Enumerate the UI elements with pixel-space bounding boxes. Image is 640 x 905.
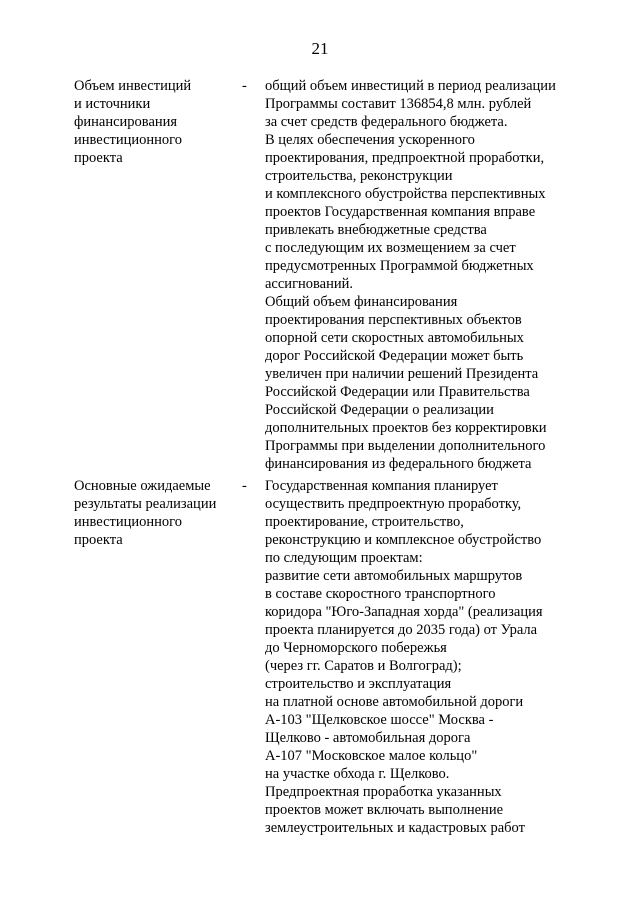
content-line: проекта планируется до 2035 года) от Урала [265,622,538,638]
label-line: проекта [74,532,123,548]
content-line: коридора "Юго-Западная хорда" (реализация [265,604,543,620]
content-line: Общий объем финансирования [265,294,458,310]
content-line: с последующим их возмещением за счет [265,240,516,256]
content-line: Программы при выделении дополнительного [265,438,546,454]
content-line: осуществить предпроектную проработку, [265,496,522,512]
label-line: финансирования [74,114,178,130]
section-label [74,77,234,167]
content-line: Щелково - автомобильная дорога [265,730,471,746]
content-line: на участке обхода г. Щелково. [265,766,450,782]
separator-dash: - [242,78,247,94]
content-line: привлекать внебюджетные средства [265,222,487,238]
content-line: А-103 "Щелковское шоссе" Москва - [265,712,494,728]
content-line: развитие сети автомобильных маршрутов [265,568,523,584]
content-line: Российской Федерации или Правительства [265,384,530,400]
content-line: в составе скоростного транспортного [265,586,496,602]
label-line: Объем инвестиций [74,78,192,94]
section-content [265,477,565,837]
content-line: до Черноморского побережья [265,640,447,656]
content-line: по следующим проектам: [265,550,423,566]
content-line: проектирование, строительство, [265,514,464,530]
content-line: увеличен при наличии решений Президента [265,366,539,382]
content-line: А-107 "Московское малое кольцо" [265,748,478,764]
content-line: Программы составит 136854,8 млн. рублей [265,96,532,112]
content-line: В целях обеспечения ускоренного [265,132,475,148]
content-line: предусмотренных Программой бюджетных [265,258,534,274]
content-line: общий объем инвестиций в период реализации [265,78,556,94]
content-line: землеустроительных и кадастровых работ [265,820,525,836]
content-line: за счет средств федерального бюджета. [265,114,508,130]
content-line: строительства, реконструкции [265,168,453,184]
content-line: Предпроектная проработка указанных [265,784,502,800]
label-line: проекта [74,150,123,166]
label-line: Основные ожидаемые [74,478,211,494]
content-line: проектирования перспективных объектов [265,312,522,328]
content-line: реконструкцию и комплексное обустройство [265,532,542,548]
section-label [74,477,234,549]
content-line: Государственная компания планирует [265,478,498,494]
content-line: Российской Федерации о реализации [265,402,494,418]
content-line: опорной сети скоростных автомобильных [265,330,524,346]
separator-dash: - [242,478,247,494]
page-number: 21 [311,39,329,58]
label-line: инвестиционного [74,132,182,148]
content-line: дополнительных проектов без корректировки [265,420,547,436]
content-line: ассигнований. [265,276,354,292]
content-line: проектов может включать выполнение [265,802,504,818]
content-line: (через гг. Саратов и Волгоград); [265,658,462,674]
content-line: дорог Российской Федерации может быть [265,348,524,364]
content-line: проектов Государственная компания вправе [265,204,536,220]
content-line: проектирования, предпроектной проработки, [265,150,545,166]
section-content [265,77,565,473]
content-line: на платной основе автомобильной дороги [265,694,524,710]
label-line: и источники [74,96,151,112]
content-line: финансирования из федерального бюджета [265,456,532,472]
content-line: и комплексного обустройства перспективных [265,186,546,202]
content-line: строительство и эксплуатация [265,676,452,692]
label-line: результаты реализации [74,496,217,512]
label-line: инвестиционного [74,514,182,530]
